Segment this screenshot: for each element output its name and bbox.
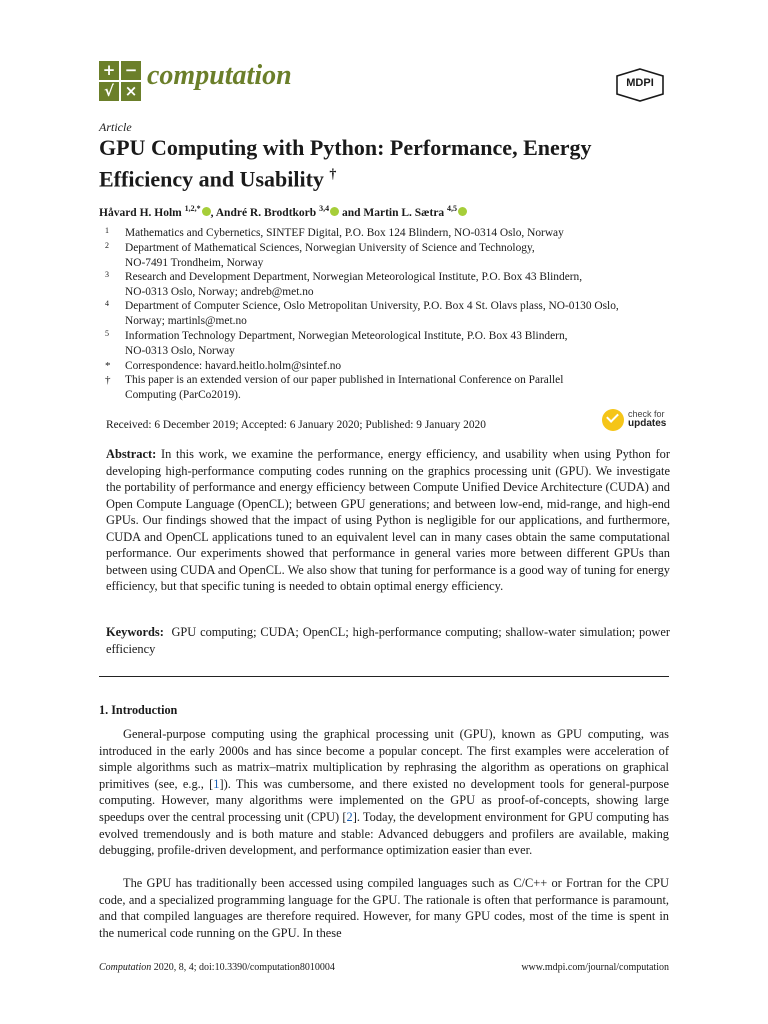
publication-dates: Received: 6 December 2019; Accepted: 6 January 2020; Published: 9 January 2020 xyxy=(106,419,486,431)
abstract-label: Abstract: xyxy=(106,447,157,461)
article-type: Article xyxy=(99,120,132,134)
paper-title xyxy=(99,134,679,192)
author-affil-ref: 1,2,* xyxy=(184,204,201,213)
footer-citation: Computation 2020, 8, 4; doi:10.3390/computation8010004 xyxy=(99,962,335,973)
footnote-text: This paper is an extended version of our paper published in International Conference on Parallel Computing (ParCo2019). xyxy=(125,374,564,401)
affiliation-text: Mathematics and Cybernetics, SINTEF Digital, P.O. Box 124 Blindern, NO-0314 Oslo, Norway xyxy=(125,227,564,239)
correspondence-text: Correspondence: havard.heitlo.holm@sintef.no xyxy=(125,360,342,372)
author-separator: , xyxy=(210,206,216,219)
affiliation-number: 4 xyxy=(105,299,109,308)
updates-line-1: check for xyxy=(628,409,665,419)
section-heading: 1. Introduction xyxy=(99,703,178,717)
journal-logo xyxy=(99,61,141,101)
author-affil-ref: 3,4 xyxy=(319,204,330,213)
keywords xyxy=(106,624,670,658)
orcid-icon[interactable] xyxy=(202,207,211,216)
section-divider xyxy=(99,676,669,677)
minus-icon: − xyxy=(121,61,141,80)
keywords-text: GPU computing; CUDA; OpenCL; high-performance computing; shallow-water simulation; power efficiency xyxy=(106,625,670,656)
footer-journal: Computation xyxy=(99,962,152,973)
affiliation-number: 3 xyxy=(105,270,109,279)
publisher-name: MDPI xyxy=(626,77,654,89)
affiliation-number: 2 xyxy=(105,241,109,250)
author-name[interactable]: André R. Brodtkorb xyxy=(215,206,317,219)
footer-url[interactable]: www.mdpi.com/journal/computation xyxy=(521,962,669,973)
author-name[interactable]: Martin L. Sætra xyxy=(363,206,445,219)
orcid-icon[interactable] xyxy=(330,207,339,216)
body-paragraph: The GPU has traditionally been accessed using compiled languages such as C/C++ or Fortran for the CPU code, and a specialized programming language for the GPU. The rationale is often that performance is paramount, and that compiled languages are therefore required. However, for many GPU codes, most of the time is spent in the numerical code running on the GPU. In these xyxy=(99,876,669,940)
citation-link[interactable]: 1 xyxy=(213,776,220,791)
updates-line-2: updates xyxy=(628,418,667,429)
orcid-icon[interactable] xyxy=(458,207,467,216)
abstract xyxy=(106,446,670,595)
citation-link[interactable]: 2 xyxy=(346,809,353,824)
author-name[interactable]: Håvard H. Holm xyxy=(99,206,182,219)
affiliation-text: Department of Computer Science, Oslo Metropolitan University, P.O. Box 4 St. Olavs plass, NO-0130 Oslo, Norway; martinls@met.no xyxy=(125,300,619,327)
author-separator: and xyxy=(339,206,364,219)
affiliation-text: Information Technology Department, Norwegian Meteorological Institute, P.O. Box 43 Blindern, NO-0313 Oslo, Norway xyxy=(125,330,568,357)
plus-icon: + xyxy=(99,61,119,80)
check-for-updates-button[interactable] xyxy=(602,408,672,434)
mdpi-logo xyxy=(615,68,665,102)
keywords-label: Keywords: xyxy=(106,625,164,639)
title-line-1: GPU Computing with Python: Performance, Energy xyxy=(99,135,592,160)
abstract-text: In this work, we examine the performance, energy efficiency, and usability when using Python for developing high-performance computing codes running on the graphics processing unit (GPU). We investigate the portability of performance and energy efficiency between Compute Unified Device Architecture (CUDA) and Open Compute Language (OpenCL); between GPU generations; and between low-end, mid-range, and high-end GPUs. Our findings showed that the impact of using Python is negligible for our applications, and furthermore, CUDA and OpenCL applications tuned to an equivalent level can in many cases obtain the same computational performance. Our experiments showed that performance in general varies more between different GPUs than between using CUDA and OpenCL. We also show that tuning for performance is a good way of tuning for energy efficiency, but that specific tuning is needed to obtain optimal energy efficiency. xyxy=(106,447,670,593)
affiliation-number: * xyxy=(105,360,111,372)
affiliation-number: † xyxy=(105,374,111,386)
check-icon xyxy=(602,409,624,431)
affiliation-number: 5 xyxy=(105,329,109,338)
affiliation-number: 1 xyxy=(105,226,109,235)
author-affil-ref: 4,5 xyxy=(447,204,458,213)
author-list xyxy=(99,204,467,219)
affiliation-text: Research and Development Department, Norwegian Meteorological Institute, P.O. Box 43 Blindern, NO-0313 Oslo, Norway; andreb@met.no xyxy=(125,271,583,298)
title-line-2: Efficiency and Usability xyxy=(99,166,324,192)
times-icon: × xyxy=(121,82,141,101)
title-dagger: † xyxy=(329,167,337,182)
affiliation-text: Department of Mathematical Sciences, Norwegian University of Science and Technology, NO-7491 Trondheim, Norway xyxy=(125,242,535,269)
journal-name: computation xyxy=(147,60,292,91)
sqrt-icon: √ xyxy=(99,82,119,101)
body-paragraph: General-purpose computing using the graphical processing unit (GPU), known as GPU computing, was introduced in the early 2000s and has since become a popular concept. The first examples were acceleration of simple algorithms such as matrix–matrix multiplication by rephrasing the algorithm as operations on graphical primitives (see, e.g., [1]). This was cumbersome, and there existed no development tools for general-purpose computing. However, many algorithms were implemented on the GPU as proof-of-concepts, showing large speedups over the central processing unit (CPU) [2]. Today, the development environment for GPU computing has evolved tremendously and is both mature and stable: Advanced debuggers and profilers are available, making debugging, profile-driven development, and performance optimization easier than ever. xyxy=(99,727,669,858)
